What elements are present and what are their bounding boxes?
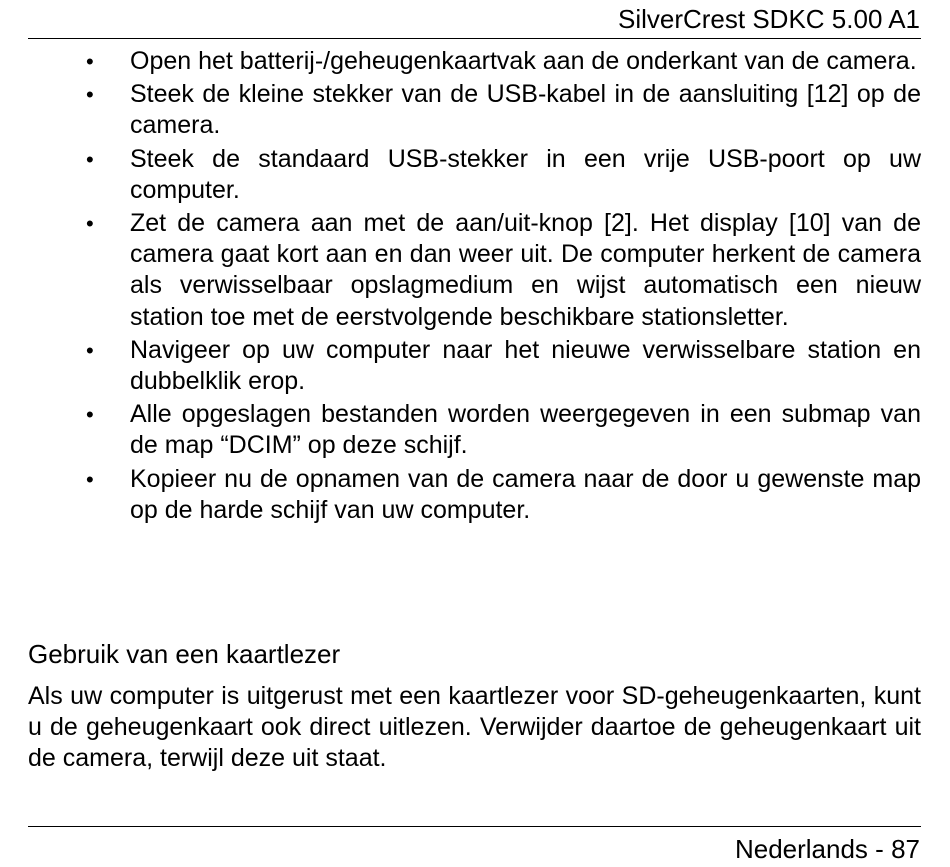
step-text: Steek de standaard USB-stekker in een vrije USB-poort op uw computer.	[130, 144, 921, 204]
bullet-icon: •	[86, 337, 94, 363]
footer-language: Nederlands	[734, 834, 868, 864]
list-item	[28, 79, 921, 141]
bullet-icon: •	[86, 466, 94, 492]
footer-separator: -	[875, 834, 884, 864]
step-text: Kopieer nu de opnamen van de camera naar de door u gewenste map op de harde schijf van uw computer.	[130, 464, 921, 524]
steps-list	[28, 46, 921, 528]
list-item	[28, 46, 921, 77]
step-text: Navigeer op uw computer naar het nieuwe verwisselbare station en dubbelklik erop.	[130, 335, 921, 396]
footer-rule	[28, 826, 921, 827]
bullet-icon: •	[86, 211, 94, 237]
section-heading: Gebruik van een kaartlezer	[28, 639, 341, 669]
step-text: Alle opgeslagen bestanden worden weergegeven in een submap van de map “DCIM” op deze schijf.	[130, 400, 921, 460]
bullet-icon: •	[86, 146, 94, 172]
header-rule	[28, 38, 921, 39]
bullet-icon: •	[86, 82, 94, 108]
bullet-icon: •	[86, 402, 94, 428]
step-text: Steek de kleine stekker van de USB-kabel in de aansluiting [12] op de camera.	[130, 80, 921, 140]
step-text: Zet de camera aan met de aan/uit-knop [2]. Het display [10] van de camera gaat kort aan en dan weer uit. De computer herkent de camera als verwisselbaar opslagmedium en wijst automatisch een nieuw station toe met de eerstvolgende beschikbare stationsletter.	[130, 209, 921, 331]
list-item	[28, 399, 921, 461]
list-item	[28, 208, 921, 333]
list-item	[28, 144, 921, 206]
step-text: Open het batterij-/geheugenkaartvak aan de onderkant van de camera.	[130, 47, 917, 75]
section-paragraph: Als uw computer is uitgerust met een kaartlezer voor SD-geheugenkaarten, kunt u de geheugenkaart ook direct uitlezen. Verwijder daartoe de geheugenkaart uit de camera, terwijl deze uit staat.	[28, 682, 921, 773]
list-item	[28, 335, 921, 397]
page-number: 87	[891, 834, 920, 864]
running-header: SilverCrest SDKC 5.00 A1	[617, 4, 920, 34]
bullet-icon: •	[86, 49, 94, 74]
running-footer	[735, 833, 920, 865]
list-item	[28, 464, 921, 526]
